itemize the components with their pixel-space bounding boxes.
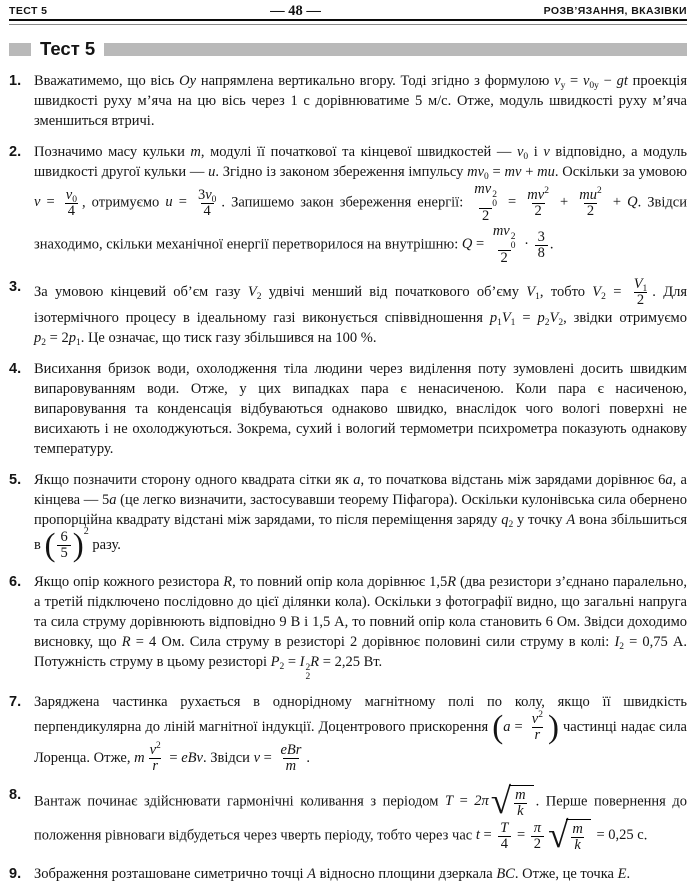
- item-number: 3.: [9, 279, 22, 295]
- math-var: v: [205, 186, 212, 203]
- item-body: [34, 359, 687, 459]
- sqrt: [490, 781, 534, 822]
- fraction: [576, 185, 604, 219]
- item-number: 1.: [9, 73, 22, 89]
- fraction-numerator: [147, 743, 164, 758]
- math-formula: [253, 742, 307, 774]
- math-operator: =: [319, 654, 335, 670]
- fraction: [524, 185, 552, 219]
- math-sup: 2: [492, 190, 497, 200]
- fraction-numerator: π: [533, 819, 542, 836]
- math-operator: =: [501, 194, 523, 211]
- math-operator: =: [472, 236, 488, 253]
- fraction: [490, 224, 519, 266]
- item-number: 8.: [9, 787, 22, 803]
- math-operator: =: [479, 827, 496, 844]
- math-value: 2,25 Вт: [334, 654, 379, 670]
- math-var: t: [475, 827, 480, 844]
- math-var: mv: [527, 186, 545, 203]
- section-title: Тест 5: [40, 38, 96, 59]
- math-formula: [34, 186, 82, 219]
- fraction: [631, 277, 651, 308]
- math-operator: ·: [520, 236, 533, 253]
- math-coef: 1,5: [429, 574, 448, 590]
- math-operator: =: [284, 654, 300, 670]
- math-sub: 1: [510, 318, 516, 328]
- paren-open: (: [492, 709, 504, 746]
- math-operator: −: [598, 73, 617, 89]
- math-sub: 2: [601, 291, 606, 302]
- math-operator: =: [605, 283, 629, 300]
- math-operator: +: [521, 164, 538, 180]
- text-run: , то повний опір кола дорівнює: [232, 574, 430, 590]
- math-var: v: [516, 144, 524, 160]
- text-run: Якщо опір кожного резистора: [34, 574, 224, 590]
- math-sub: 2: [544, 318, 550, 328]
- math-sub: y: [560, 81, 566, 91]
- math-var: R: [121, 634, 131, 650]
- math-var: V: [549, 310, 559, 326]
- text-run: вона збільшиться в: [34, 512, 688, 553]
- running-header-left: ТЕСТ 5: [9, 5, 48, 17]
- math-sub: 0: [510, 240, 516, 251]
- math-sub: 1: [75, 338, 81, 348]
- section-bar: [104, 43, 687, 56]
- fraction-denominator: 4: [498, 836, 511, 852]
- fraction-denominator: 8: [535, 245, 548, 261]
- math-var: V: [247, 283, 257, 300]
- section-heading: [9, 40, 687, 58]
- math-sup: 2: [510, 232, 516, 242]
- math-formula: [165, 186, 221, 219]
- item-number: 9.: [9, 866, 22, 882]
- math-operator: =: [165, 749, 182, 766]
- math-var: v: [582, 73, 590, 89]
- math-formula: [34, 330, 81, 346]
- math-formula: [501, 512, 513, 528]
- solution-item-7: [9, 692, 687, 774]
- math-supsub: [492, 191, 497, 208]
- math-formula: [554, 73, 628, 89]
- math-sub: 2: [256, 291, 262, 302]
- math-var: v: [34, 194, 41, 211]
- header-rule-thick: [9, 19, 687, 21]
- math-sup: 2: [156, 741, 161, 751]
- solutions-list: [9, 71, 687, 884]
- solution-item-2: [9, 142, 687, 266]
- fraction-denominator: r: [149, 758, 161, 774]
- math-var: v: [149, 742, 157, 758]
- text-run: частинці надає сила Лоренца. Отже,: [34, 718, 687, 766]
- fraction-numerator: [529, 712, 546, 727]
- fraction: [497, 821, 511, 852]
- math-sub: 1: [535, 291, 540, 302]
- text-run: . Для ізотермічного процесу в ідеальному газі виконується співвідношення: [34, 283, 688, 326]
- math-var: Q: [461, 236, 473, 253]
- math-coef: 5: [101, 492, 110, 508]
- math-operator: +: [553, 194, 575, 211]
- text-run: , звідки отримуємо: [563, 310, 687, 326]
- fraction: [195, 188, 219, 219]
- math-formula: [614, 634, 683, 650]
- header-rule-thin: [9, 24, 687, 25]
- fraction: [535, 230, 548, 261]
- math-var: BC: [496, 866, 515, 882]
- text-run: Вантаж починає здійснювати гармонічні коливання з періодом: [34, 793, 445, 810]
- item-number: 2.: [9, 144, 22, 160]
- math-var: Q: [627, 194, 638, 211]
- solution-item-1: [9, 71, 687, 131]
- fraction-numerator: [631, 277, 651, 292]
- text-run: Якщо позначити сторону одного квадрата сітки як: [34, 472, 354, 488]
- text-run: Заряджена частинка рухається в однорідному магнітному полі по колу, якщо її швидкість перпендикулярна до ліній магнітної індукції. Доцентрового прискорення: [34, 694, 687, 735]
- math-var: p: [68, 330, 76, 346]
- text-run: .: [378, 654, 383, 670]
- math-coef: 2: [61, 330, 69, 346]
- math-var: mu: [579, 186, 598, 203]
- math-value: 4 Ом: [149, 634, 182, 650]
- fraction-denominator: r: [532, 727, 544, 743]
- fraction-numerator: [63, 188, 80, 203]
- text-run: і: [528, 144, 544, 160]
- fraction-numerator: [524, 185, 552, 203]
- fraction-numerator: m: [572, 821, 583, 837]
- fraction: [569, 822, 585, 853]
- item-body: [34, 864, 687, 884]
- math-var: R: [447, 574, 457, 590]
- fraction-denominator: 2: [532, 203, 545, 219]
- fraction: [529, 712, 546, 743]
- math-formula: [122, 634, 181, 650]
- math-sup: 2: [597, 185, 602, 196]
- item-number: 6.: [9, 574, 22, 590]
- item-body: [34, 71, 687, 131]
- radical-sign: √: [490, 781, 512, 822]
- math-var: q: [501, 512, 509, 528]
- math-var: m: [134, 749, 145, 766]
- text-run: За умовою кінцевий об’єм газу: [34, 283, 248, 300]
- math-var: a: [503, 718, 511, 735]
- math-var: T: [444, 793, 454, 810]
- fraction-denominator: k: [514, 803, 526, 819]
- text-run: Позначимо масу кульки: [34, 144, 191, 160]
- math-var: p: [489, 310, 498, 326]
- text-run: .: [549, 236, 554, 253]
- text-run: , тобто: [539, 283, 593, 300]
- math-formula: [517, 144, 528, 160]
- text-run: . Оскільки за умовою: [554, 164, 687, 180]
- text-run: удвічі менший від початкового об’єму: [261, 283, 527, 300]
- fraction-denominator: 2: [531, 836, 544, 852]
- text-run: . Звідси знаходимо, скільки механічної енергії перетворилося на внутрішню:: [34, 194, 687, 253]
- item-number: 5.: [9, 472, 22, 488]
- math-var: R: [310, 654, 320, 670]
- text-run: , отримуємо: [81, 194, 166, 211]
- math-value: 0,25 с: [608, 827, 644, 844]
- math-var: p: [34, 330, 42, 346]
- radicand: [566, 819, 590, 853]
- math-formula: [490, 310, 563, 326]
- fraction: [471, 182, 500, 224]
- math-var: v: [554, 73, 561, 89]
- math-sub: 2: [558, 318, 564, 328]
- math-formula: [44, 525, 89, 564]
- text-run: . Згідно із законом збереження імпульсу: [215, 164, 468, 180]
- running-header-right: РОЗВ’ЯЗАННЯ, ВКАЗІВКИ: [543, 5, 687, 17]
- math-operator: =: [453, 793, 475, 810]
- math-sub: 0: [211, 194, 217, 205]
- math-sup: 2: [544, 185, 549, 196]
- paren-open: (: [44, 527, 56, 564]
- item-body: [34, 277, 687, 348]
- math-formula: [475, 815, 644, 856]
- text-run: у точку: [513, 512, 567, 528]
- fraction-numerator: 3: [537, 228, 545, 245]
- math-var: A: [566, 512, 576, 528]
- math-var: gt: [616, 73, 628, 89]
- fraction-numerator: m: [515, 787, 526, 803]
- math-sub: 2: [279, 662, 285, 672]
- solution-item-6: [9, 572, 687, 681]
- fraction-denominator: 4: [65, 203, 78, 219]
- math-operator: =: [513, 827, 529, 844]
- fraction-numerator: T: [500, 819, 509, 836]
- math-formula: [102, 492, 117, 508]
- math-var: v: [531, 711, 539, 727]
- solution-item-4: [9, 359, 687, 459]
- math-coef: 2π: [474, 793, 489, 810]
- math-var: I: [614, 634, 620, 650]
- math-sub: 0: [484, 172, 489, 182]
- math-var: u: [165, 194, 173, 211]
- math-operator: =: [40, 194, 61, 211]
- math-var: V: [501, 310, 511, 326]
- text-run: , модулі її початкової та кінцевої швидкостей —: [200, 144, 517, 160]
- math-sub: 0: [72, 194, 77, 205]
- math-operator: =: [46, 330, 62, 346]
- fraction-denominator: 2: [584, 203, 597, 219]
- text-run: .: [643, 827, 648, 844]
- fraction: [277, 743, 304, 774]
- item-number: 7.: [9, 694, 22, 710]
- math-sub: 0y: [589, 81, 599, 91]
- fraction: [147, 743, 164, 774]
- math-sup: 2: [538, 710, 543, 720]
- fraction-denominator: 4: [201, 203, 214, 219]
- fraction-denominator: k: [571, 837, 583, 853]
- math-var: R: [223, 574, 233, 590]
- math-var: v: [65, 186, 73, 203]
- math-operator: =: [172, 194, 193, 211]
- text-run: . Отже, це точка: [514, 866, 618, 882]
- text-run: . Перше повернення до положення рівноваги відбудеться через чверть періоду, тобто через час: [34, 793, 687, 844]
- paren-close: ): [547, 709, 559, 746]
- math-supsub: [511, 233, 516, 250]
- math-formula: [270, 654, 379, 682]
- fraction: [512, 788, 528, 819]
- math-formula: [461, 223, 550, 266]
- item-body: [34, 692, 687, 774]
- item-body: [34, 470, 688, 564]
- text-run: . Це означає, що тиск газу збільшився на 100 %.: [80, 330, 377, 346]
- radical-sign: √: [548, 815, 569, 856]
- math-var: mv: [492, 223, 510, 239]
- math-var: P: [270, 654, 280, 670]
- text-run: , то початкова відстань між зарядами дорівнює: [360, 472, 659, 488]
- math-value: 0,75 А: [642, 634, 684, 650]
- math-var: a: [665, 472, 673, 488]
- text-run: . Потужність струму в цьому резисторі: [34, 634, 687, 670]
- text-run: (два резистори з’єднано паралельно, а третій підключено послідовно до цієї ділянки кола). Оскільки з фотографії видно, що загальні напруга та сила струму дорівнюють відповідно 9 В і 1,5 А, то повний опір кола становить 6 Ом. Звідси доходимо висновку, що: [34, 574, 687, 650]
- solution-item-5: [9, 470, 688, 564]
- text-run: .: [626, 866, 631, 882]
- item-body: [34, 572, 687, 681]
- math-formula: [469, 181, 638, 224]
- solution-item-3: [9, 277, 687, 348]
- solution-item-9: [9, 864, 687, 884]
- math-var: mv: [504, 164, 522, 180]
- math-var: V: [633, 276, 643, 292]
- math-formula: [429, 574, 456, 590]
- fraction-numerator: eBr: [280, 742, 302, 758]
- fraction-numerator: [576, 185, 604, 203]
- text-run: . Сила струму в резисторі 2 дорівнює половині сили струму в колі:: [181, 634, 615, 650]
- math-formula: [658, 472, 673, 488]
- text-run: разу.: [88, 536, 121, 553]
- math-var: mu: [537, 164, 555, 180]
- math-formula: [492, 709, 559, 746]
- math-var: V: [526, 283, 536, 300]
- solution-item-8: [9, 781, 687, 856]
- fraction-denominator: 2: [498, 250, 511, 266]
- math-sub: 1: [497, 318, 502, 328]
- math-operator: =: [592, 827, 609, 844]
- math-formula: [467, 164, 555, 180]
- math-sub: 2: [619, 642, 625, 652]
- math-var: a: [109, 492, 117, 508]
- fraction: [57, 530, 70, 561]
- text-run: . Звідси: [202, 749, 254, 766]
- fraction-numerator: [490, 224, 519, 250]
- math-coef: 6: [658, 472, 666, 488]
- math-var: a: [353, 472, 361, 488]
- math-operator: =: [130, 634, 150, 650]
- math-formula: [134, 741, 203, 774]
- math-operator: =: [624, 634, 643, 650]
- fraction: [531, 821, 544, 852]
- math-operator: =: [260, 749, 276, 766]
- fraction-numerator: 6: [60, 529, 68, 545]
- math-var: eBv: [181, 749, 203, 766]
- math-coef: 3: [197, 186, 206, 203]
- math-sub: 1: [642, 284, 648, 294]
- text-run: . Запишемо закон збереження енергії:: [221, 194, 470, 211]
- math-formula: [248, 284, 262, 300]
- fraction-denominator: 2: [479, 208, 492, 224]
- fraction-denominator: m: [283, 758, 299, 774]
- item-body: [34, 142, 687, 266]
- text-run: , а кінцева —: [34, 472, 687, 508]
- fraction: [63, 188, 80, 219]
- math-var: Oy: [179, 73, 197, 89]
- text-run: напрямлена вертикально вгору. Тоді згідно з формулою: [196, 73, 555, 89]
- text-run: Висихання бризок води, охолодження тіла людини через виділення поту зумовлені досить швидким випаровуванням води. Отже, у цих випадках пара є ненасиченою. Коли пара є насиченою, випаровування та конденсація відбуваються однаково швидко, внаслідок чого вологі поверхні не висихають і не охолоджуються. Зокрема, сухий і вологий термометри психрометра показують однакову температуру.: [34, 361, 687, 457]
- math-sub: 0: [523, 152, 529, 162]
- math-var: E: [617, 866, 627, 882]
- math-sub: 0: [492, 198, 497, 209]
- math-var: v: [253, 749, 260, 766]
- math-var: V: [592, 283, 602, 300]
- item-body: [34, 781, 687, 856]
- text-run: відносно площини дзеркала: [316, 866, 497, 882]
- math-operator: =: [510, 718, 527, 735]
- text-run: проекція швидкості руху м’яча на цю вісь через 1 с дорівнюватиме 5 м/с. Отже, модуль швидкості руху м’яча зменшиться втричі.: [34, 73, 687, 129]
- math-operator: =: [515, 310, 538, 326]
- math-sup: 2: [83, 525, 89, 537]
- math-sub: 2: [305, 671, 311, 682]
- math-var: m: [190, 144, 201, 160]
- math-formula: [592, 276, 652, 308]
- math-var: mv: [474, 181, 492, 197]
- fraction-denominator: 5: [57, 545, 70, 561]
- running-header: [9, 5, 687, 17]
- text-run: Зображення розташоване симетрично точці: [34, 866, 308, 882]
- text-run: .: [306, 749, 310, 766]
- page-number: — 48 —: [270, 3, 321, 19]
- sqrt: [548, 815, 591, 856]
- text-run: (це легко визначити, застосувавши теорему Піфагора). Оскільки кулонівська сила обернено пропорційна квадрату відстані між зарядами, то після переміщення заряду: [34, 492, 687, 528]
- math-var: I: [299, 654, 305, 670]
- math-formula: [526, 284, 540, 300]
- paren-close: ): [72, 527, 84, 564]
- radicand: [509, 785, 533, 819]
- text-run: Вважатимемо, що вісь: [34, 73, 180, 89]
- math-sub: 2: [508, 520, 514, 530]
- fraction-numerator: [195, 188, 219, 203]
- math-operator: =: [488, 164, 505, 180]
- math-var: u: [208, 164, 216, 180]
- math-sup: 2: [305, 663, 311, 673]
- fraction-numerator: [471, 182, 500, 208]
- math-var: p: [537, 310, 545, 326]
- section-marker: [9, 43, 31, 56]
- item-number: 4.: [9, 361, 22, 377]
- math-formula: [444, 781, 536, 822]
- math-sub: 2: [41, 338, 46, 348]
- text-run: відповідно, а модуль швидкості другої кульки —: [34, 144, 687, 180]
- fraction-denominator: 2: [634, 292, 647, 308]
- math-var: A: [307, 866, 317, 882]
- math-operator: =: [565, 73, 583, 89]
- math-var: mv: [467, 164, 485, 180]
- math-operator: +: [606, 194, 628, 211]
- math-var: v: [543, 144, 550, 160]
